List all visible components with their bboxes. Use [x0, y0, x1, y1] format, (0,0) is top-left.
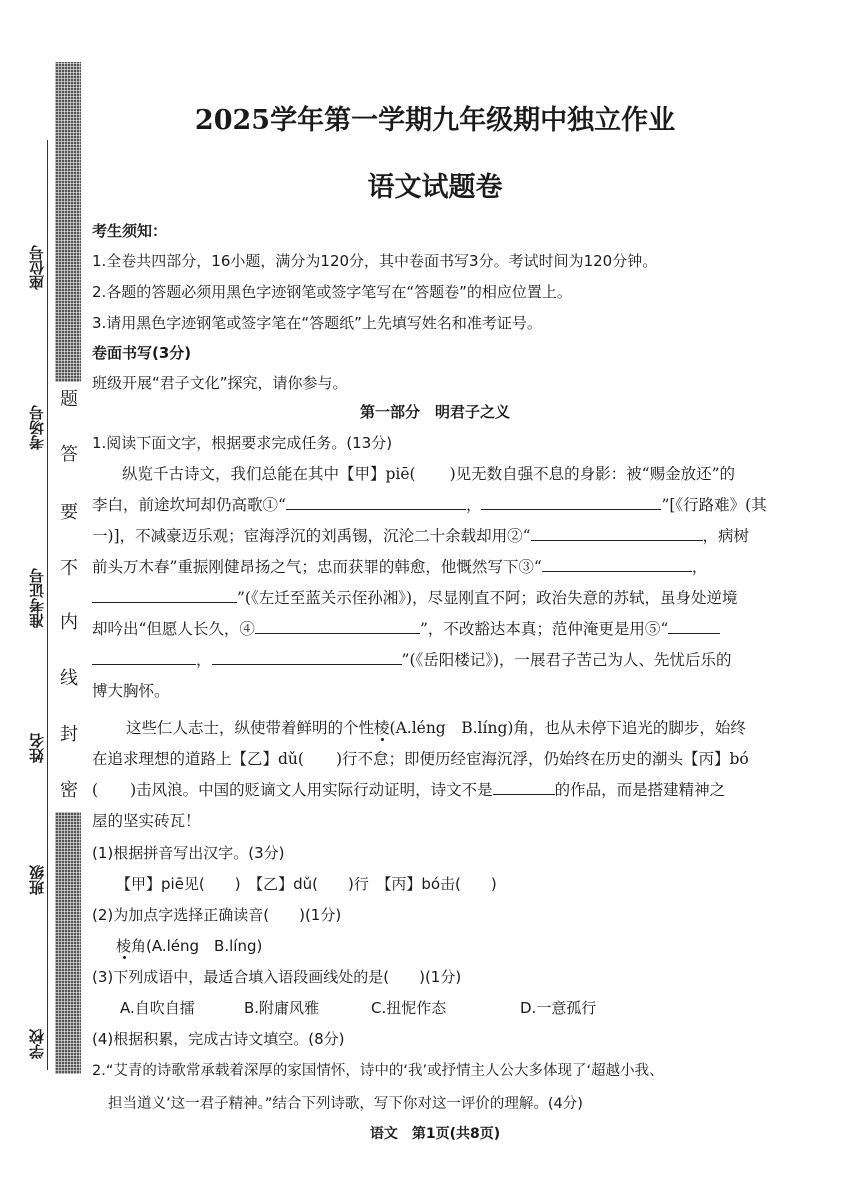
- para1-line: 前头万木春”重振刚健昂扬之气；忠而获罪的韩愈，他慨然写下③“ ，: [92, 558, 708, 576]
- field-admission-number: 准考证号: [28, 568, 46, 628]
- blank-5b[interactable]: [92, 649, 196, 665]
- para1-line: 纵览千古诗文，我们总能在其中【甲】piē( )见无数自强不息的身影：被“赐金放还”的: [122, 465, 736, 483]
- q1-stem: 1.阅读下面文字，根据要求完成任务。(13分): [92, 434, 393, 452]
- para1-line: 博大胸怀。: [92, 682, 170, 700]
- para1-line: 李白，前途坎坷却仍高歌①“ ， ”[《行路难》(其: [92, 496, 767, 514]
- seal-char: 线: [60, 668, 78, 689]
- para2-line: 在追求理想的道路上【乙】dǔ( )行不怠；即便历经宦海沉浮，仍始终在历史的潮头【丙】bó: [92, 750, 749, 768]
- blank-4[interactable]: [255, 618, 420, 634]
- field-seat-number: 座位号: [28, 245, 46, 291]
- field-name: 姓名: [28, 733, 46, 763]
- para1-line: ”(《左迁至蓝关示侄孙湘》)，尽显刚直不阿；政治失意的苏轼，虽身处逆境: [92, 586, 738, 608]
- option-d[interactable]: D.一意孤行: [520, 999, 597, 1017]
- sub-question-1: (1)根据拼音写出汉字。(3分): [92, 844, 285, 862]
- q2-line: 2.“艾青的诗歌常承载着深厚的家国情怀，诗中的‘我’或抒情主人公大多体现了‘超越小我、: [92, 1063, 664, 1079]
- page-title: 2025学年第一学期九年级期中独立作业: [194, 105, 676, 136]
- blank-1a[interactable]: [286, 494, 466, 510]
- writing-intro: 班级开展“君子文化”探究，请你参与。: [92, 374, 348, 392]
- page-subtitle: 语文试题卷: [367, 172, 503, 203]
- dotted-char: 棱: [374, 719, 390, 737]
- blank-3b[interactable]: [92, 587, 237, 603]
- seal-char: 要: [60, 502, 78, 523]
- notice-item: 2.各题的答题必须用黑色字迹钢笔或签字笔写在“答题卷”的相应位置上。: [92, 283, 572, 301]
- para1-line: 却吟出“但愿人长久，④ ”，不改豁达本真；范仲淹更是用⑤“: [92, 617, 720, 639]
- seal-char: 不: [60, 558, 78, 579]
- idiom-blank[interactable]: [493, 779, 555, 795]
- notice-item: 1.全卷共四部分，16小题，满分为120分，其中卷面书写3分。考试时间为120分钟。: [92, 252, 658, 270]
- para2-line: ( )击风浪。中国的贬谪文人用实际行动证明，诗文不是 的作品，而是搭建精神之: [92, 781, 726, 799]
- seal-char: 题: [60, 389, 78, 410]
- sub-question-1-options: 【甲】piē见( ) 【乙】dǔ( )行 【丙】bó击( ): [116, 875, 497, 893]
- notice-heading: 考生须知：: [92, 222, 168, 240]
- sub-question-3: (3)下列成语中，最适合填入语段画线处的是( )(1分): [92, 968, 462, 986]
- part1-heading: 第一部分 明君子之义: [359, 403, 510, 421]
- seal-char: 封: [60, 724, 78, 745]
- sub-question-4: (4)根据积累，完成古诗文填空。(8分): [92, 1030, 345, 1048]
- blank-5a[interactable]: [668, 618, 720, 634]
- blank-3a[interactable]: [542, 556, 692, 572]
- para1-line: ， ”(《岳阳楼记》)，一展君子苦己为人、先忧后乐的: [92, 648, 732, 670]
- field-exam-room: 考场号: [28, 405, 46, 451]
- blank-5c[interactable]: [212, 649, 402, 665]
- sub-question-2-options: 棱角(A.léng B.líng): [116, 937, 263, 955]
- q2-line: 担当道义’这一君子精神。”结合下列诗歌，写下你对这一评价的理解。(4分): [108, 1096, 583, 1112]
- writing-heading: 卷面书写(3分): [92, 344, 192, 362]
- option-b[interactable]: B.附庸风雅: [244, 999, 320, 1017]
- field-class: 班级: [28, 865, 46, 895]
- seal-char: 答: [60, 444, 78, 465]
- para2-line: 屋的坚实砖瓦！: [92, 812, 201, 830]
- sub-question-2: (2)为加点字选择正确读音( )(1分): [92, 906, 342, 924]
- dotted-char: 棱: [116, 937, 132, 955]
- binding-hatch-bottom: [55, 812, 81, 1074]
- page-footer: 语文 第1页(共8页): [369, 1126, 501, 1142]
- blank-2[interactable]: [531, 525, 703, 541]
- option-c[interactable]: C.扭怩作态: [371, 999, 447, 1017]
- para2-line: 这些仁人志士，纵使带着鲜明的个性棱(A.léng B.líng)角，也从未停下追光的脚步，始终: [126, 719, 746, 737]
- notice-item: 3.请用黑色字迹钢笔或签字笔在“答题纸”上先填写姓名和准考证号。: [92, 314, 542, 332]
- blank-1b[interactable]: [481, 494, 661, 510]
- seal-char: 内: [60, 612, 78, 633]
- field-school: 学校: [28, 1029, 46, 1059]
- seal-char: 密: [60, 780, 78, 801]
- binding-hatch-top: [55, 62, 81, 382]
- option-a[interactable]: A.自吹自擂: [120, 999, 195, 1017]
- para1-line: 一)]，不减豪迈乐观；宦海浮沉的刘禹锡，沉沦二十余载却用②“ ，病树: [92, 527, 750, 545]
